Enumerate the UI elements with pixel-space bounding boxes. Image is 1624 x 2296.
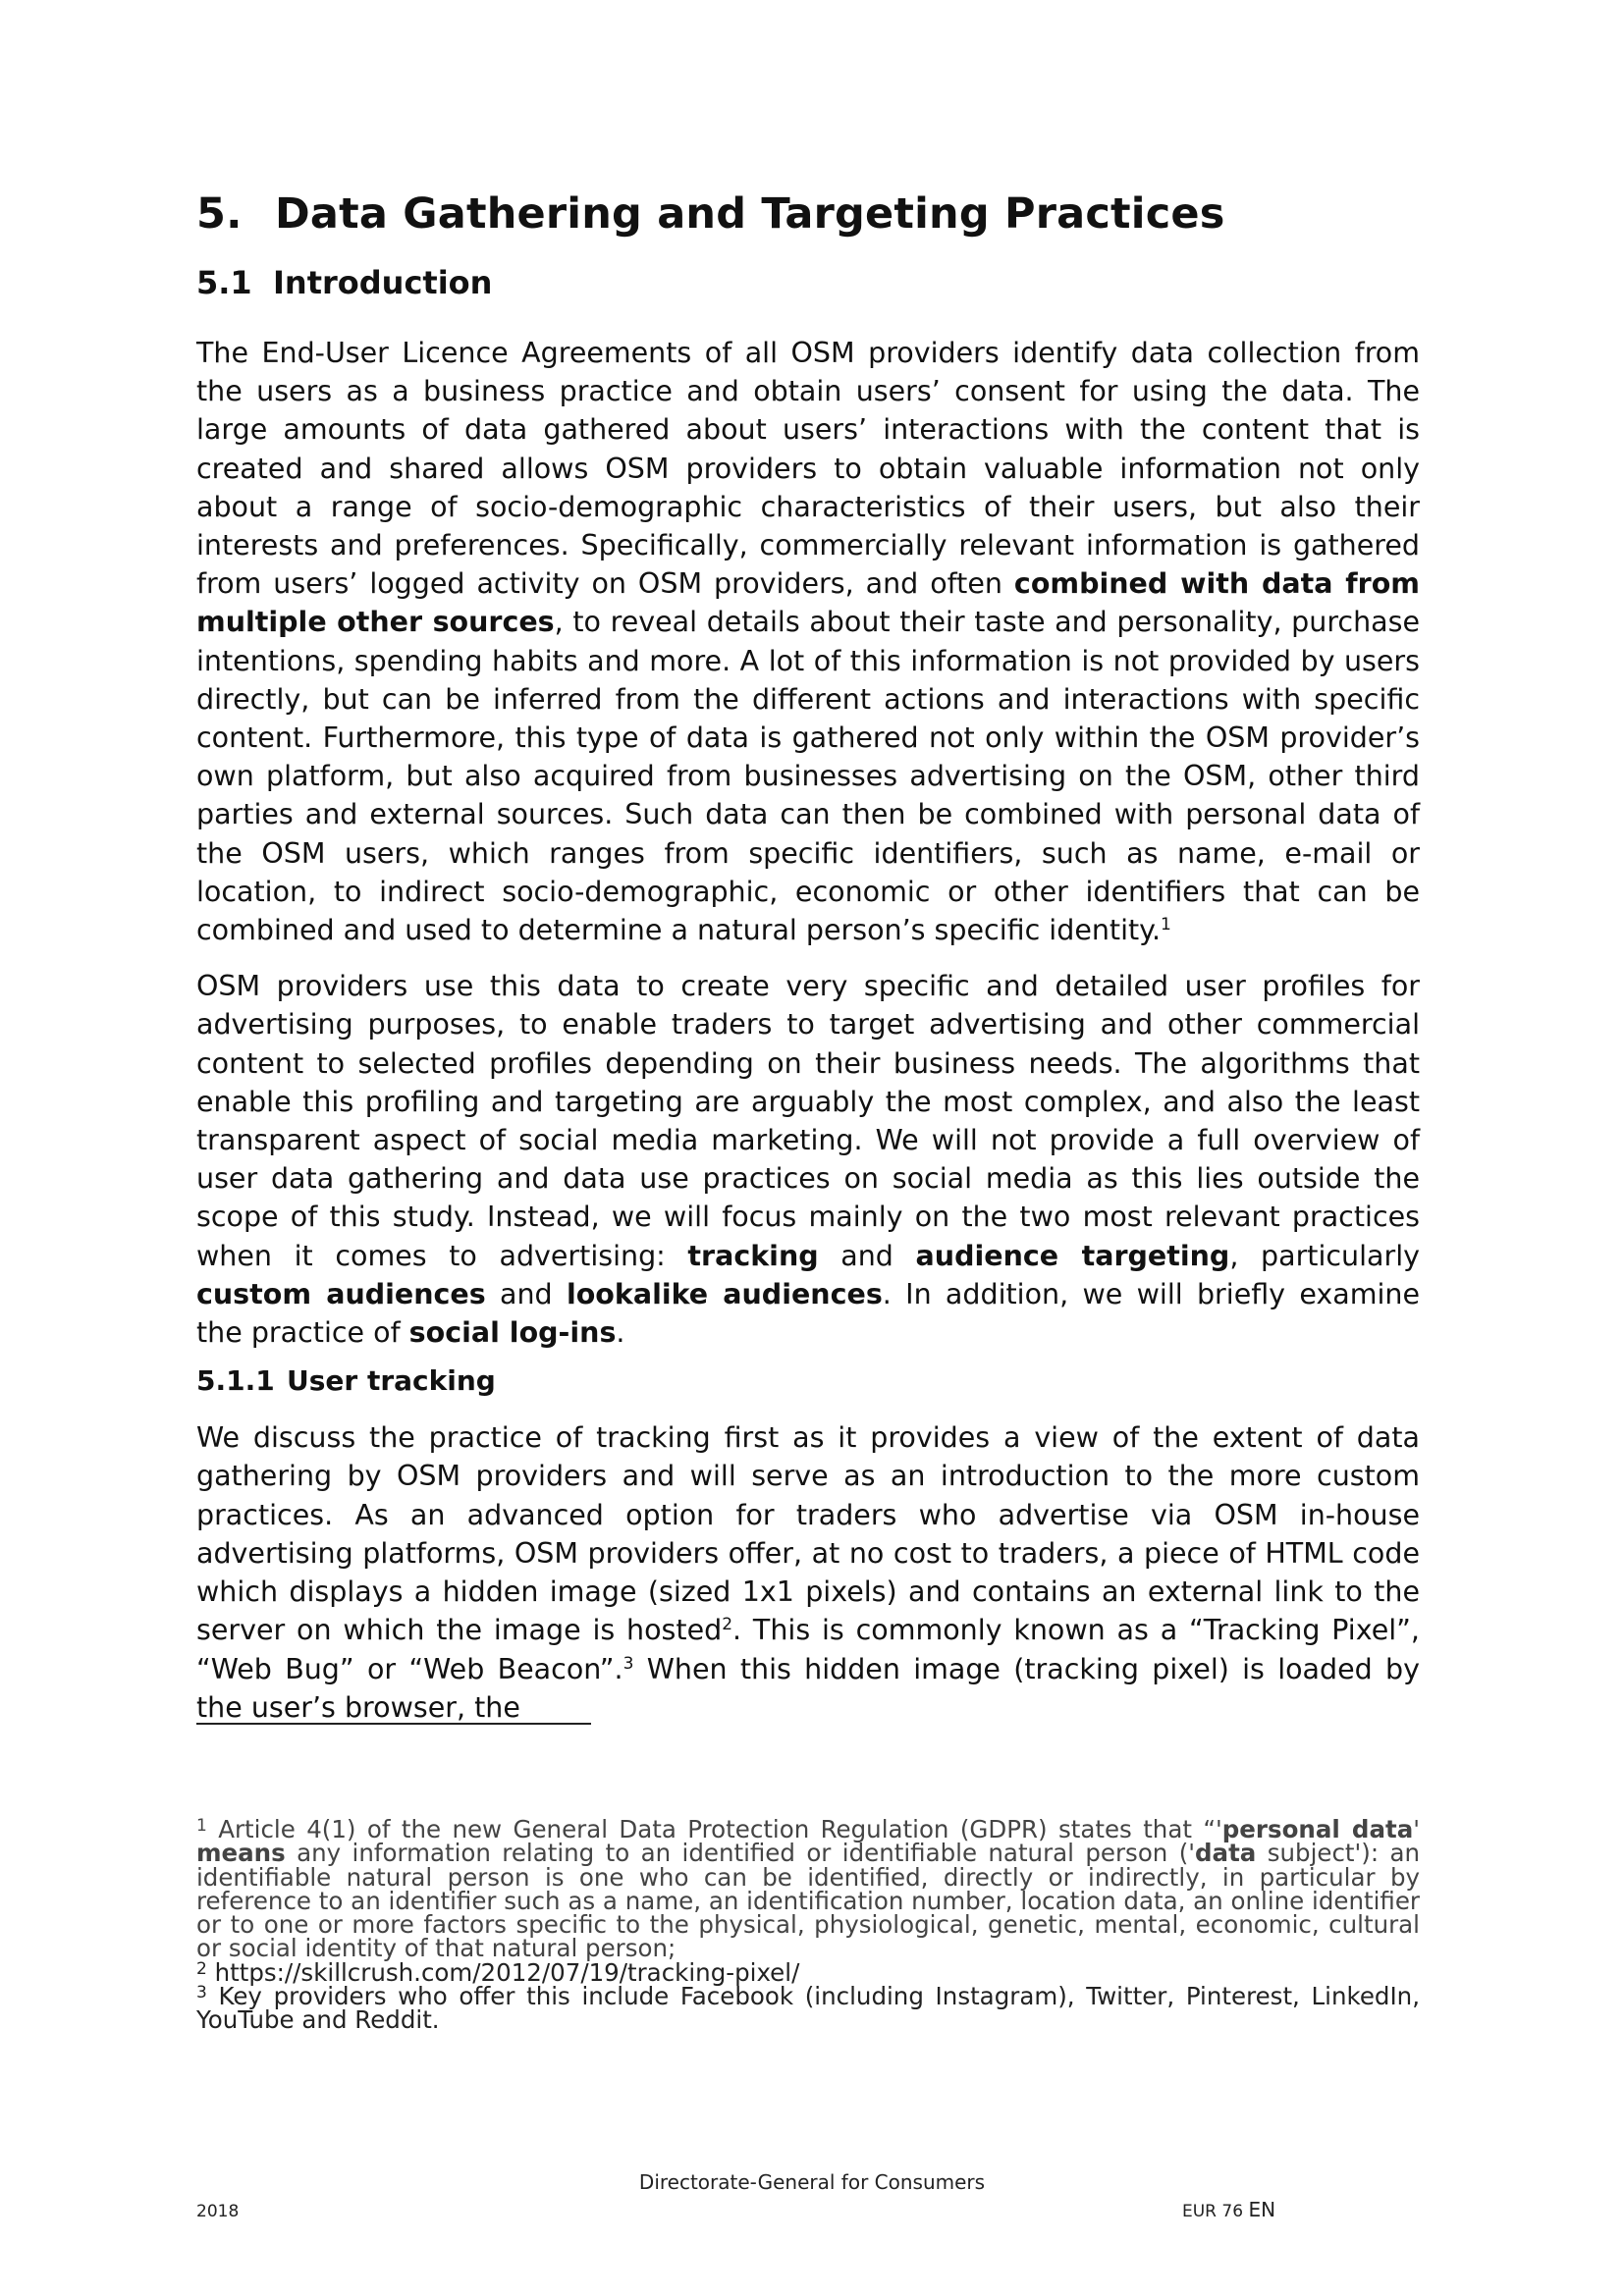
paragraph-text: . <box>616 1316 625 1350</box>
bold-phrase: combined with data from multiple other sources <box>196 567 1420 639</box>
footer-publisher: Directorate-General for Consumers <box>638 2170 986 2194</box>
footnote-number: 3 <box>196 1983 207 2003</box>
footnote-text: ' <box>1413 1815 1420 1843</box>
footer-eur-number: EUR 76 <box>1182 2202 1244 2221</box>
footnote-text: Article 4(1) of the new General Data Protection Regulation (GDPR) states that “' <box>206 1815 1222 1843</box>
bold-phrase: means <box>196 1839 286 1868</box>
section-number: 5.1 <box>196 264 252 301</box>
footnote-ref-2[interactable]: 2 <box>722 1615 733 1635</box>
footer-year: 2018 <box>196 2202 240 2221</box>
paragraph-text: When this hidden image (tracking pixel) is loaded by the user’s browser, the <box>196 1652 1420 1724</box>
chapter-number: 5. <box>196 189 243 239</box>
subsection-heading <box>196 1362 1420 1401</box>
bold-phrase: data <box>1195 1839 1257 1868</box>
paragraph-text: The End-User Licence Agreements of all OSM providers identify data collection from the users as a business practice and obtain users’ consent for using the data. The large amounts of data gathered about users’ interactions with the content that is created and shared allows OSM providers to obtain valuable information not only about a range of socio-demographic characteristics of their users, but also their interests and preferences. Specifically, commercially relevant information is gathered from users’ logged activity on OSM providers, and often <box>196 337 1420 601</box>
paragraph-text: . In addition, we will briefly examine the practice of <box>196 1277 1420 1350</box>
footnote-link[interactable]: https://skillcrush.com/2012/07/19/tracking-pixel/ <box>206 1957 800 1987</box>
bold-phrase: social log-ins <box>408 1316 617 1350</box>
footnote-text: Key providers who offer this include Facebook (including Instagram), Twitter, Pinterest, LinkedIn, YouTube and Reddit. <box>196 1982 1420 2035</box>
paragraph-text: and <box>818 1239 916 1272</box>
footnote-ref-3[interactable]: 3 <box>623 1653 634 1674</box>
footnote-3 <box>196 1982 1420 2035</box>
footnote-ref-1[interactable]: 1 <box>1161 915 1171 935</box>
footnote-1 <box>196 1815 1421 1963</box>
paragraph-profiles <box>196 967 1420 1352</box>
paragraph-tracking <box>196 1418 1420 1727</box>
footer-language: EN <box>1248 2198 1276 2221</box>
bold-phrase: lookalike audiences <box>566 1277 883 1310</box>
footnote-number: 2 <box>196 1958 207 1979</box>
page-body <box>196 187 1420 1727</box>
section-title: Introduction <box>273 264 493 301</box>
bold-phrase: audience targeting <box>915 1239 1230 1272</box>
paragraph-text: and <box>485 1277 567 1310</box>
subsection-number: 5.1.1 <box>196 1364 275 1398</box>
subsection-title: User tracking <box>287 1364 496 1398</box>
chapter-heading <box>196 187 1420 241</box>
footnotes <box>196 1815 1421 2035</box>
bold-phrase: personal data <box>1221 1815 1414 1843</box>
paragraph-text: . This is commonly known as a “Tracking Pixel”, “Web Bug” or “Web Beacon”. <box>196 1614 1420 1685</box>
footnote-number: 1 <box>196 1816 207 1836</box>
footnote-text: any information relating to an identified or identifiable natural person (' <box>285 1839 1196 1868</box>
bold-phrase: tracking <box>687 1239 819 1272</box>
footnote-text: subject'): an identifiable natural person is one who can be identified, directly or indirectly, in particular by reference to an identifier such as a name, an identification number, location data, an online identifier or to one or more factors specific to the physical, physiological, genetic, mental, economic, cultural or social identity of that natural person; <box>196 1839 1421 1963</box>
paragraph-text: , particularly <box>1229 1239 1420 1272</box>
bold-phrase: custom audiences <box>196 1277 486 1310</box>
paragraph-text: , to reveal details about their taste and personality, purchase intentions, spending habits and more. A lot of this information is not provided by users directly, but can be inferred from the different actions and interactions with specific content. Furthermore, this type of data is gathered not only within the OSM provider’s own platform, but also acquired from businesses advertising on the OSM, other third parties and external sources. Such data can then be combined with personal data of the OSM users, which ranges from specific identifiers, such as name, e-mail or location, to indirect socio-demographic, economic or other identifiers that can be combined and used to determine a natural person’s specific identity. <box>196 606 1420 947</box>
paragraph-text: We discuss the practice of tracking first as it provides a view of the extent of data gathering by OSM providers and will serve as an introduction to the more custom practices. As an advanced option for traders who advertise via OSM in-house advertising platforms, OSM providers offer, at no cost to traders, a piece of HTML code which displays a hidden image (sized 1x1 pixels) and contains an external link to the server on which the image is hosted <box>196 1421 1420 1647</box>
paragraph-intro <box>196 334 1420 949</box>
footnote-divider <box>196 1723 591 1725</box>
section-heading <box>196 261 1420 304</box>
footer-page-ref <box>1182 2198 1275 2221</box>
chapter-title: Data Gathering and Targeting Practices <box>275 189 1225 239</box>
paragraph-text: OSM providers use this data to create very specific and detailed user profiles for advertising purposes, to enable traders to target advertising and other commercial content to selected profiles depending on their business needs. The algorithms that enable this profiling and targeting are arguably the most complex, and also the least transparent aspect of social media marketing. We will not provide a full overview of user data gathering and data use practices on social media as this lies outside the scope of this study. Instead, we will focus mainly on the two most relevant practices when it comes to advertising: <box>196 970 1420 1272</box>
